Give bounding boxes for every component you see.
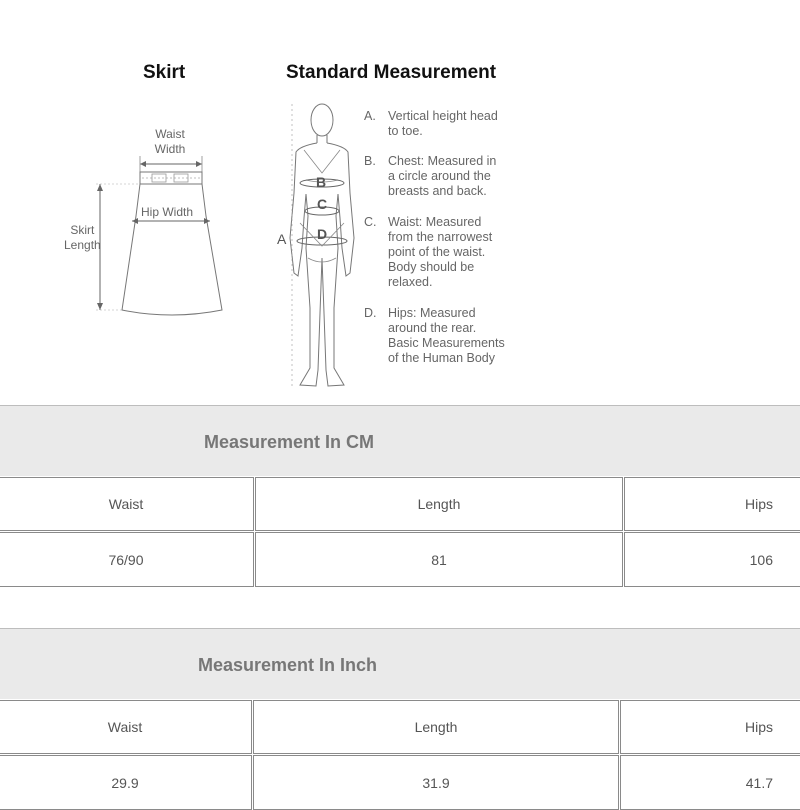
body-letter-c: C [317, 196, 328, 212]
standard-measurement-title: Standard Measurement [286, 62, 497, 83]
waist-width-label-line: Width [154, 142, 186, 156]
cm-table-header [0, 405, 800, 476]
definition-line: Hips: Measured [388, 306, 476, 320]
skirt-length-label-line: Skirt [70, 223, 95, 237]
cm-value-waist: 76/90 [0, 532, 254, 587]
hip-width-label: Hip Width [141, 205, 194, 219]
skirt-body [122, 184, 222, 315]
definition-letter: D. [364, 306, 377, 320]
cm-header-hips: Hips [624, 477, 800, 531]
cm-value-hips: 106 [624, 532, 800, 587]
inch-table-title: Measurement In Inch [198, 655, 378, 675]
definition-letter: C. [364, 215, 377, 229]
definition-letter: A. [364, 109, 376, 123]
body-letter-b: B [316, 174, 327, 190]
body-letter-a: A [277, 231, 287, 247]
inch-header-waist: Waist [0, 700, 252, 754]
definition-line: of the Human Body [388, 351, 496, 365]
body-figure [270, 98, 370, 398]
inch-table-header [0, 628, 800, 699]
definition-line: Body should be [388, 260, 475, 274]
inch-value-length: 31.9 [253, 755, 619, 810]
inch-value-hips: 41.7 [620, 755, 800, 810]
cm-value-length: 81 [255, 532, 623, 587]
definition-line: Waist: Measured [388, 215, 482, 229]
definition-line: Basic Measurements [388, 336, 505, 350]
inch-value-waist: 29.9 [0, 755, 252, 810]
definition-line: a circle around the [388, 169, 491, 183]
waist-width-label [150, 127, 190, 157]
definition-line: from the narrowest [388, 230, 493, 244]
definition-letter: B. [364, 154, 376, 168]
cm-header-waist: Waist [0, 477, 254, 531]
skirt-length-label [64, 223, 101, 253]
cm-header-length: Length [255, 477, 623, 531]
cm-table-title: Measurement In CM [204, 432, 375, 452]
definition-line: to toe. [388, 124, 423, 138]
definition-line: Chest: Measured in [388, 154, 497, 168]
waist-width-label-line: Waist [155, 127, 185, 141]
skirt-length-label-line: Length [64, 238, 101, 252]
head-outline [311, 104, 333, 136]
definition-line: Vertical height head [388, 109, 498, 123]
body-letter-d: D [317, 226, 328, 242]
definition-line: breasts and back. [388, 184, 487, 198]
inch-header-hips: Hips [620, 700, 800, 754]
inch-header-length: Length [253, 700, 619, 754]
definition-line: relaxed. [388, 275, 433, 289]
skirt-title: Skirt [143, 62, 186, 83]
definition-line: around the rear. [388, 321, 477, 335]
definition-line: point of the waist. [388, 245, 486, 259]
